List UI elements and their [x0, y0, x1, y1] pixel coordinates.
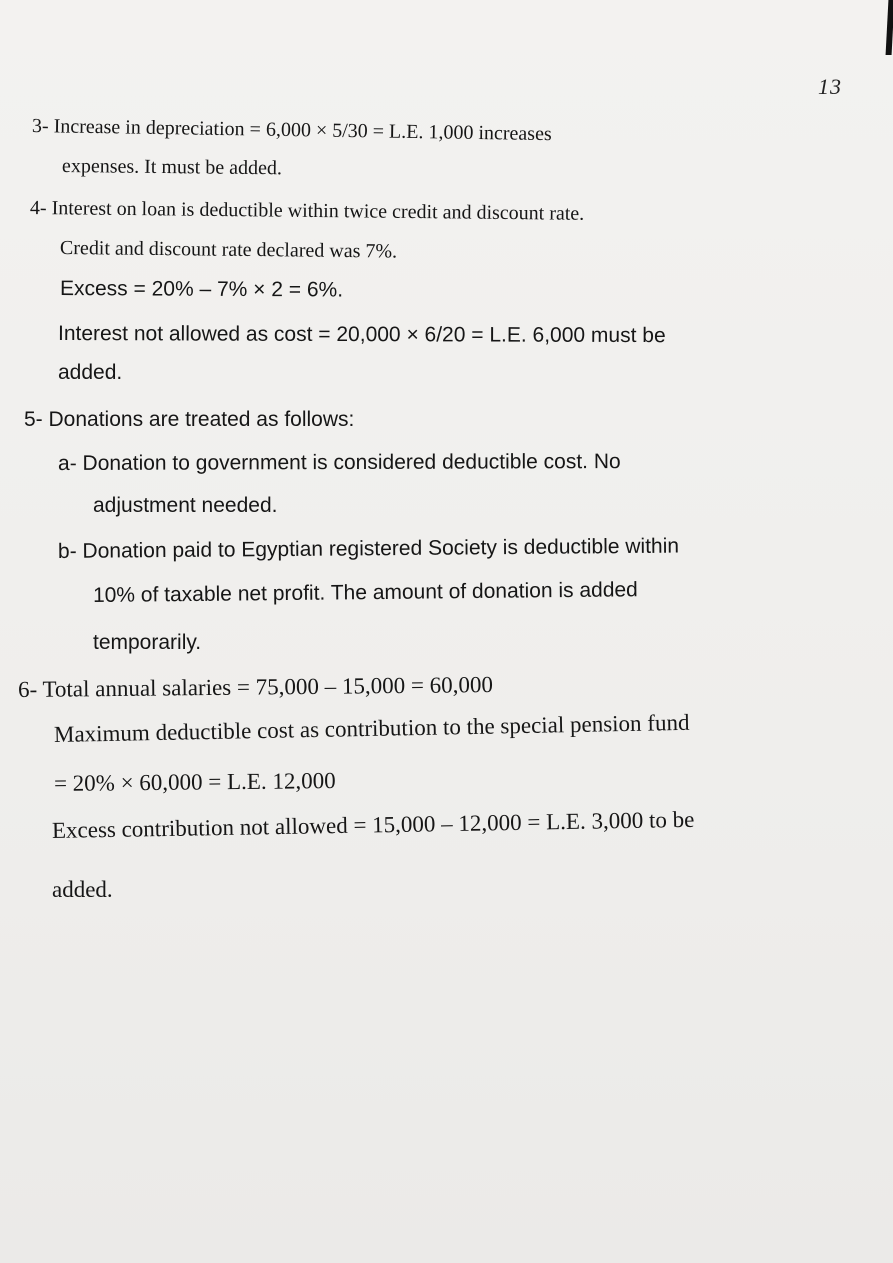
item-5-line-1: 5- Donations are treated as follows:	[24, 408, 355, 431]
item-5b-line-1: b- Donation paid to Egyptian registered Society is deductible within	[57, 534, 680, 563]
page-edge-shadow	[886, 0, 893, 55]
item-4-line-4: Interest not allowed as cost = 20,000 × 6/20 = L.E. 6,000 must be	[57, 322, 666, 348]
item-4-line-3: Excess = 20% – 7% × 2 = 6%.	[59, 277, 344, 302]
item-4-line-1: 4- Interest on loan is deductible within twice credit and discount rate.	[29, 197, 585, 225]
item-6-line-5: added.	[52, 877, 113, 902]
item-5a-line-2: adjustment needed.	[93, 494, 278, 517]
item-5b-line-3: temporarily.	[93, 631, 202, 654]
item-3-line-2: expenses. It must be added.	[61, 155, 283, 180]
item-5b-line-2: 10% of taxable net profit. The amount of donation is added	[92, 578, 638, 607]
item-3-line-1: 3- Increase in depreciation = 6,000 × 5/30 = L.E. 1,000 increases	[31, 115, 552, 146]
item-4-line-2: Credit and discount rate declared was 7%.	[59, 237, 398, 263]
page-number: 13	[818, 74, 842, 99]
item-6-line-1: 6- Total annual salaries = 75,000 – 15,000 = 60,000	[17, 672, 494, 702]
item-4-line-5: added.	[58, 361, 123, 384]
item-5a-line-1: a- Donation to government is considered deductible cost. No	[57, 450, 621, 475]
item-6-line-2: Maximum deductible cost as contribution to the special pension fund	[53, 709, 690, 747]
item-6-line-3: = 20% × 60,000 = L.E. 12,000	[53, 768, 336, 796]
item-6-line-4: Excess contribution not allowed = 15,000 – 12,000 = L.E. 3,000 to be	[51, 806, 695, 843]
